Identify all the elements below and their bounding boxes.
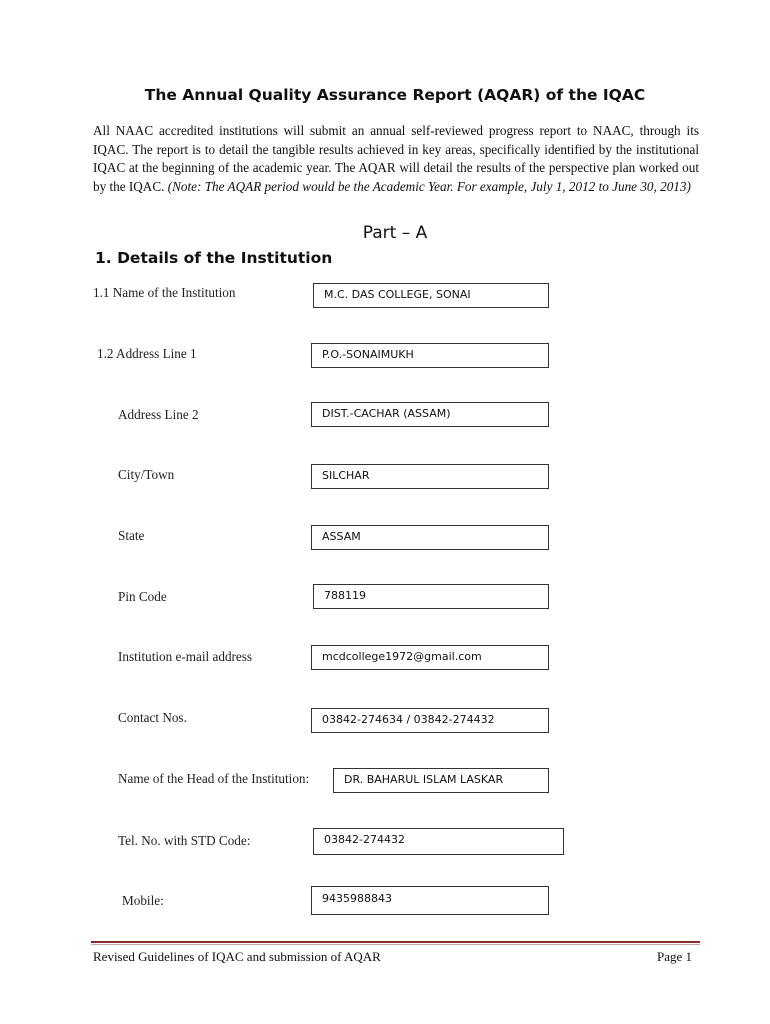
field-label-mobile: Mobile: — [122, 893, 164, 908]
footer-divider-secondary — [91, 944, 700, 945]
footer-divider — [91, 941, 700, 943]
field-value-institution-name[interactable]: M.C. DAS COLLEGE, SONAI — [313, 283, 549, 308]
field-value-address-line-1[interactable]: P.O.-SONAIMUKH — [311, 343, 549, 368]
field-label-address-line-2: Address Line 2 — [118, 407, 199, 422]
field-value-email[interactable]: mcdcollege1972@gmail.com — [311, 645, 549, 670]
document-title: The Annual Quality Assurance Report (AQAR) of the IQAC — [144, 86, 646, 104]
field-label-email: Institution e-mail address — [118, 649, 253, 664]
intro-text: All NAAC accredited institutions will submit an annual self-reviewed progress report to NAAC, through its IQAC. The report is to detail the tangible results achieved in key areas, specifically identified by the institutional IQAC at the beginning of the academic year. The AQAR will detail the results of the perspective plan worked out by the IQAC. — [93, 123, 699, 194]
page-number: Page 1 — [657, 949, 693, 964]
field-value-contact-nos[interactable]: 03842-274634 / 03842-274432 — [311, 708, 549, 733]
part-heading: Part – A — [362, 223, 428, 243]
section-heading: 1. Details of the Institution — [95, 249, 333, 267]
intro-note: (Note: The AQAR period would be the Academic Year. For example, July 1, 2012 to June 30, 2013) — [167, 178, 691, 194]
field-value-pin-code[interactable]: 788119 — [313, 584, 549, 609]
field-value-address-line-2[interactable]: DIST.-CACHAR (ASSAM) — [311, 402, 549, 427]
field-label-state: State — [118, 528, 145, 543]
field-value-state[interactable]: ASSAM — [311, 525, 549, 550]
footer-guidelines-text: Revised Guidelines of IQAC and submission of AQAR — [93, 949, 381, 964]
field-label-tel-std: Tel. No. with STD Code: — [118, 833, 251, 848]
field-label-city: City/Town — [118, 467, 175, 482]
field-label-pin-code: Pin Code — [118, 589, 167, 604]
field-value-city[interactable]: SILCHAR — [311, 464, 549, 489]
field-label-address-line-1: 1.2 Address Line 1 — [97, 346, 197, 361]
field-value-head-of-institution[interactable]: DR. BAHARUL ISLAM LASKAR — [333, 768, 549, 793]
field-value-tel-std[interactable]: 03842-274432 — [313, 828, 564, 855]
field-label-institution-name: 1.1 Name of the Institution — [93, 285, 236, 300]
field-value-mobile[interactable]: 9435988843 — [311, 886, 549, 915]
intro-paragraph — [93, 122, 699, 196]
field-label-head-of-institution: Name of the Head of the Institution: — [118, 771, 310, 786]
field-label-contact-nos: Contact Nos. — [118, 710, 187, 725]
